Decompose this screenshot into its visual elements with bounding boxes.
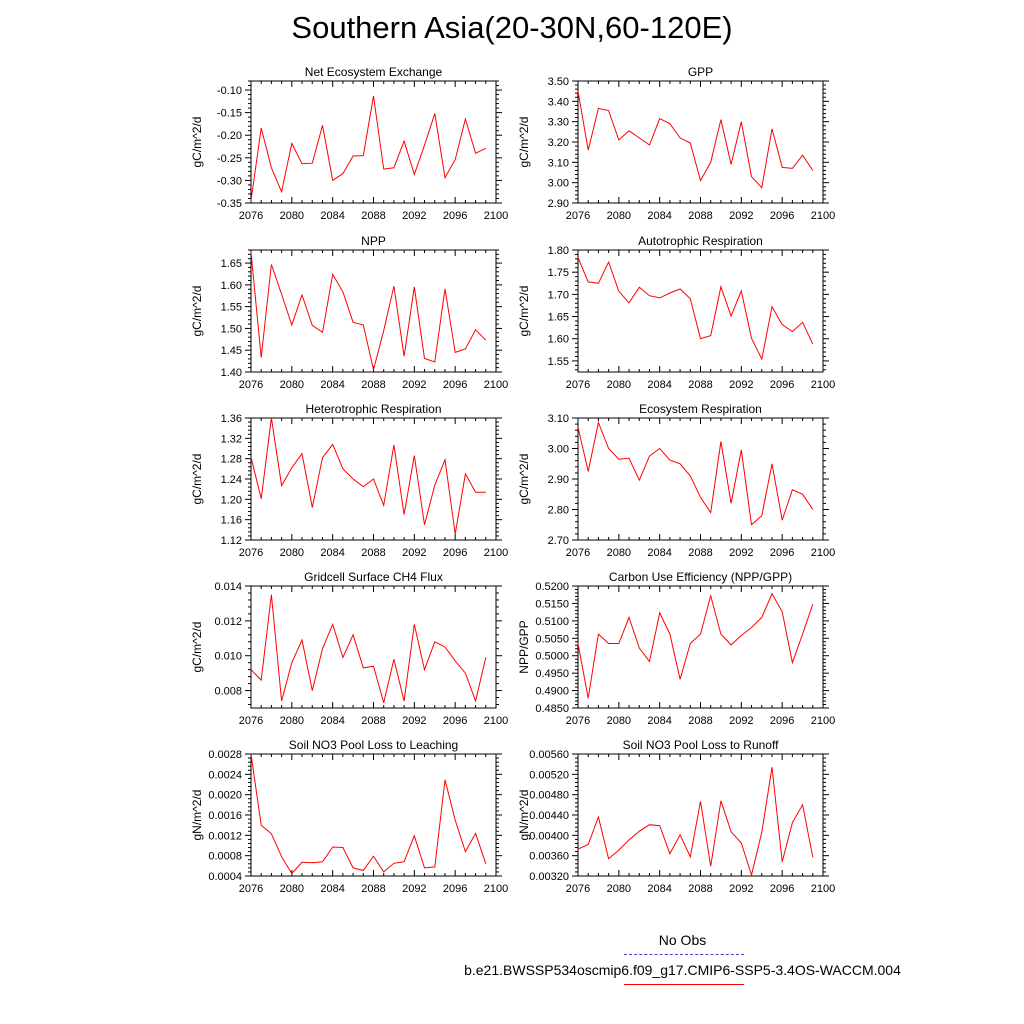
x-tick-label: 2080: [279, 547, 305, 559]
x-tick-label: 2088: [361, 547, 386, 559]
y-tick-label: 0.00320: [529, 871, 569, 883]
plot-frame: [578, 754, 823, 876]
y-tick-label: 0.5000: [535, 650, 569, 663]
panel-title: GPP: [687, 65, 714, 79]
y-tick-label: 0.00400: [529, 830, 569, 843]
x-tick-label: 2096: [442, 210, 468, 222]
x-tick-label: 2080: [606, 379, 632, 391]
y-tick-label: 3.50: [547, 76, 569, 88]
y-tick-label: 3.00: [547, 177, 569, 190]
y-tick-label: 1.60: [547, 333, 569, 346]
y-tick-label: 0.4900: [535, 685, 569, 698]
y-tick-label: 0.5100: [535, 615, 569, 628]
y-tick-label: 1.40: [220, 367, 242, 379]
x-tick-label: 2096: [769, 379, 795, 391]
y-tick-label: 1.55: [220, 301, 242, 314]
y-axis-label: gN/m^2/d: [517, 789, 531, 841]
y-tick-label: 0.00480: [529, 789, 569, 802]
x-tick-label: 2076: [565, 547, 591, 559]
x-tick-label: 2080: [606, 883, 632, 895]
panel-title: Net Ecosystem Exchange: [304, 65, 443, 79]
x-tick-label: 2084: [647, 379, 672, 391]
y-axis-label: gC/m^2/d: [517, 116, 531, 168]
x-tick-label: 2084: [647, 883, 672, 895]
x-tick-label: 2096: [769, 547, 795, 559]
y-tick-label: 1.12: [220, 535, 242, 547]
y-tick-label: 1.32: [220, 433, 242, 446]
panel-title: NPP: [361, 234, 386, 248]
y-tick-label: 1.20: [220, 494, 242, 507]
x-tick-label: 2076: [238, 379, 264, 391]
x-tick-label: 2092: [729, 547, 754, 559]
x-tick-label: 2084: [320, 715, 345, 727]
panel-title: Ecosystem Respiration: [639, 402, 762, 416]
series-line: [578, 594, 813, 699]
x-tick-label: 2084: [647, 210, 672, 222]
y-tick-label: 1.55: [547, 355, 569, 368]
x-tick-label: 2076: [565, 210, 591, 222]
x-tick-label: 2092: [729, 715, 754, 727]
x-tick-label: 2088: [688, 547, 713, 559]
x-tick-label: 2076: [565, 715, 591, 727]
x-tick-label: 2092: [402, 547, 427, 559]
y-tick-label: 0.0024: [208, 769, 242, 782]
panel-title: Soil NO3 Pool Loss to Runoff: [622, 738, 779, 752]
x-tick-label: 2092: [729, 379, 754, 391]
x-tick-label: 2100: [483, 210, 509, 222]
plot-frame: [251, 754, 496, 876]
x-tick-label: 2096: [769, 210, 795, 222]
x-tick-label: 2100: [810, 547, 836, 559]
y-tick-label: 3.10: [547, 157, 569, 170]
y-tick-label: 0.5050: [535, 633, 569, 646]
x-tick-label: 2076: [238, 883, 264, 895]
y-axis-label: gC/m^2/d: [517, 453, 531, 505]
y-tick-label: 0.0012: [208, 830, 242, 843]
x-tick-label: 2088: [688, 379, 713, 391]
x-tick-label: 2096: [442, 883, 468, 895]
legend-obs-label: No Obs: [658, 932, 707, 948]
y-tick-label: 1.65: [547, 311, 569, 324]
x-tick-label: 2092: [729, 210, 754, 222]
series-line: [251, 96, 486, 201]
x-tick-label: 2092: [402, 210, 427, 222]
x-tick-label: 2080: [279, 715, 305, 727]
panel-title: Soil NO3 Pool Loss to Leaching: [288, 738, 459, 752]
x-tick-label: 2076: [238, 210, 264, 222]
y-tick-label: 0.014: [214, 581, 242, 593]
y-tick-label: 2.80: [547, 504, 569, 517]
y-axis-label: gC/m^2/d: [190, 621, 204, 673]
y-tick-label: 1.28: [220, 453, 242, 466]
x-tick-label: 2084: [647, 715, 672, 727]
y-tick-label: 0.4850: [535, 703, 569, 715]
y-tick-label: 0.008: [214, 685, 242, 698]
x-tick-label: 2096: [442, 379, 468, 391]
panel-title: Gridcell Surface CH4 Flux: [304, 570, 443, 584]
x-tick-label: 2088: [361, 210, 386, 222]
series-line: [578, 767, 813, 875]
y-tick-label: 0.00440: [529, 810, 569, 822]
x-tick-label: 2076: [565, 883, 591, 895]
x-tick-label: 2076: [565, 379, 591, 391]
x-tick-label: 2092: [729, 883, 754, 895]
y-tick-label: -0.10: [216, 85, 242, 98]
x-tick-label: 2080: [606, 715, 632, 727]
x-tick-label: 2084: [320, 379, 345, 391]
legend-obs-line: [624, 954, 744, 955]
y-tick-label: 1.80: [547, 245, 569, 257]
plot-frame: [251, 586, 496, 708]
x-tick-label: 2100: [810, 210, 836, 222]
y-tick-label: 1.24: [220, 474, 242, 486]
x-tick-label: 2100: [810, 715, 836, 727]
y-tick-label: 1.16: [220, 514, 242, 527]
y-axis-label: gC/m^2/d: [517, 285, 531, 337]
page-title: Southern Asia(20-30N,60-120E): [291, 10, 733, 45]
x-tick-label: 2100: [483, 883, 509, 895]
plot-frame: [578, 586, 823, 708]
series-line: [251, 595, 486, 703]
y-tick-label: 0.00520: [529, 769, 569, 782]
y-tick-label: 1.70: [547, 289, 569, 302]
x-tick-label: 2080: [606, 210, 632, 222]
x-tick-label: 2100: [483, 715, 509, 727]
series-line: [251, 418, 486, 534]
x-tick-label: 2088: [688, 883, 713, 895]
y-axis-label: gC/m^2/d: [190, 285, 204, 337]
y-tick-label: -0.20: [216, 130, 242, 143]
x-tick-label: 2100: [810, 883, 836, 895]
series-line: [578, 91, 813, 188]
legend-run-label: b.e21.BWSSP534oscmip6.f09_g17.CMIP6-SSP5-3.4OS-WACCM.004: [464, 962, 901, 978]
x-tick-label: 2084: [320, 210, 345, 222]
y-tick-label: -0.15: [216, 107, 242, 120]
plot-frame: [578, 418, 823, 540]
y-tick-label: 1.45: [220, 345, 242, 358]
y-tick-label: -0.25: [216, 152, 242, 165]
y-tick-label: 2.90: [547, 474, 569, 486]
x-tick-label: 2076: [238, 547, 264, 559]
y-tick-label: 1.75: [547, 267, 569, 280]
x-tick-label: 2092: [402, 379, 427, 391]
y-axis-label: gC/m^2/d: [190, 116, 204, 168]
x-tick-label: 2096: [442, 715, 468, 727]
y-tick-label: 0.00560: [529, 749, 569, 761]
x-tick-label: 2100: [483, 379, 509, 391]
panel-title: Carbon Use Efficiency (NPP/GPP): [608, 570, 793, 584]
plot-frame: [578, 250, 823, 372]
series-line: [251, 252, 486, 370]
y-tick-label: 0.012: [214, 615, 242, 628]
y-tick-label: 0.0028: [208, 749, 242, 761]
plot-frame: [251, 250, 496, 372]
x-tick-label: 2088: [361, 715, 386, 727]
y-tick-label: 0.0020: [208, 789, 242, 802]
y-axis-label: gN/m^2/d: [190, 789, 204, 841]
y-tick-label: 0.4950: [535, 668, 569, 681]
panel-title: Autotrophic Respiration: [638, 234, 763, 248]
x-tick-label: 2084: [647, 547, 672, 559]
series-line: [578, 423, 813, 525]
y-tick-label: -0.35: [216, 198, 242, 210]
x-tick-label: 2084: [320, 547, 345, 559]
x-tick-label: 2080: [279, 379, 305, 391]
y-tick-label: 0.0016: [208, 810, 242, 822]
legend-run-line: [624, 984, 744, 985]
x-tick-label: 2088: [361, 379, 386, 391]
y-tick-label: 1.60: [220, 279, 242, 292]
y-tick-label: 1.50: [220, 323, 242, 336]
x-tick-label: 2080: [279, 210, 305, 222]
x-tick-label: 2088: [361, 883, 386, 895]
x-tick-label: 2096: [769, 883, 795, 895]
y-tick-label: -0.30: [216, 175, 242, 188]
y-tick-label: 0.010: [214, 650, 242, 663]
x-tick-label: 2080: [279, 883, 305, 895]
y-axis-label: NPP/GPP: [517, 620, 531, 674]
y-tick-label: 1.65: [220, 258, 242, 271]
y-tick-label: 3.40: [547, 96, 569, 109]
y-tick-label: 2.90: [547, 198, 569, 210]
x-tick-label: 2088: [688, 715, 713, 727]
x-tick-label: 2084: [320, 883, 345, 895]
y-tick-label: 3.10: [547, 413, 569, 425]
y-tick-label: 1.36: [220, 413, 242, 425]
panel-title: Heterotrophic Respiration: [305, 402, 442, 416]
series-line: [578, 258, 813, 360]
x-tick-label: 2092: [402, 883, 427, 895]
y-tick-label: 0.5150: [535, 598, 569, 611]
series-line: [251, 754, 486, 874]
x-tick-label: 2092: [402, 715, 427, 727]
y-tick-label: 0.5200: [535, 581, 569, 593]
y-axis-label: gC/m^2/d: [190, 453, 204, 505]
y-tick-label: 0.00360: [529, 850, 569, 863]
y-tick-label: 2.70: [547, 535, 569, 547]
y-tick-label: 0.0004: [208, 871, 242, 883]
x-tick-label: 2096: [769, 715, 795, 727]
x-tick-label: 2096: [442, 547, 468, 559]
plot-frame: [578, 81, 823, 203]
y-tick-label: 3.30: [547, 116, 569, 129]
x-tick-label: 2088: [688, 210, 713, 222]
y-tick-label: 3.20: [547, 137, 569, 149]
x-tick-label: 2076: [238, 715, 264, 727]
x-tick-label: 2100: [810, 379, 836, 391]
x-tick-label: 2100: [483, 547, 509, 559]
y-tick-label: 0.0008: [208, 850, 242, 863]
x-tick-label: 2080: [606, 547, 632, 559]
y-tick-label: 3.00: [547, 443, 569, 456]
